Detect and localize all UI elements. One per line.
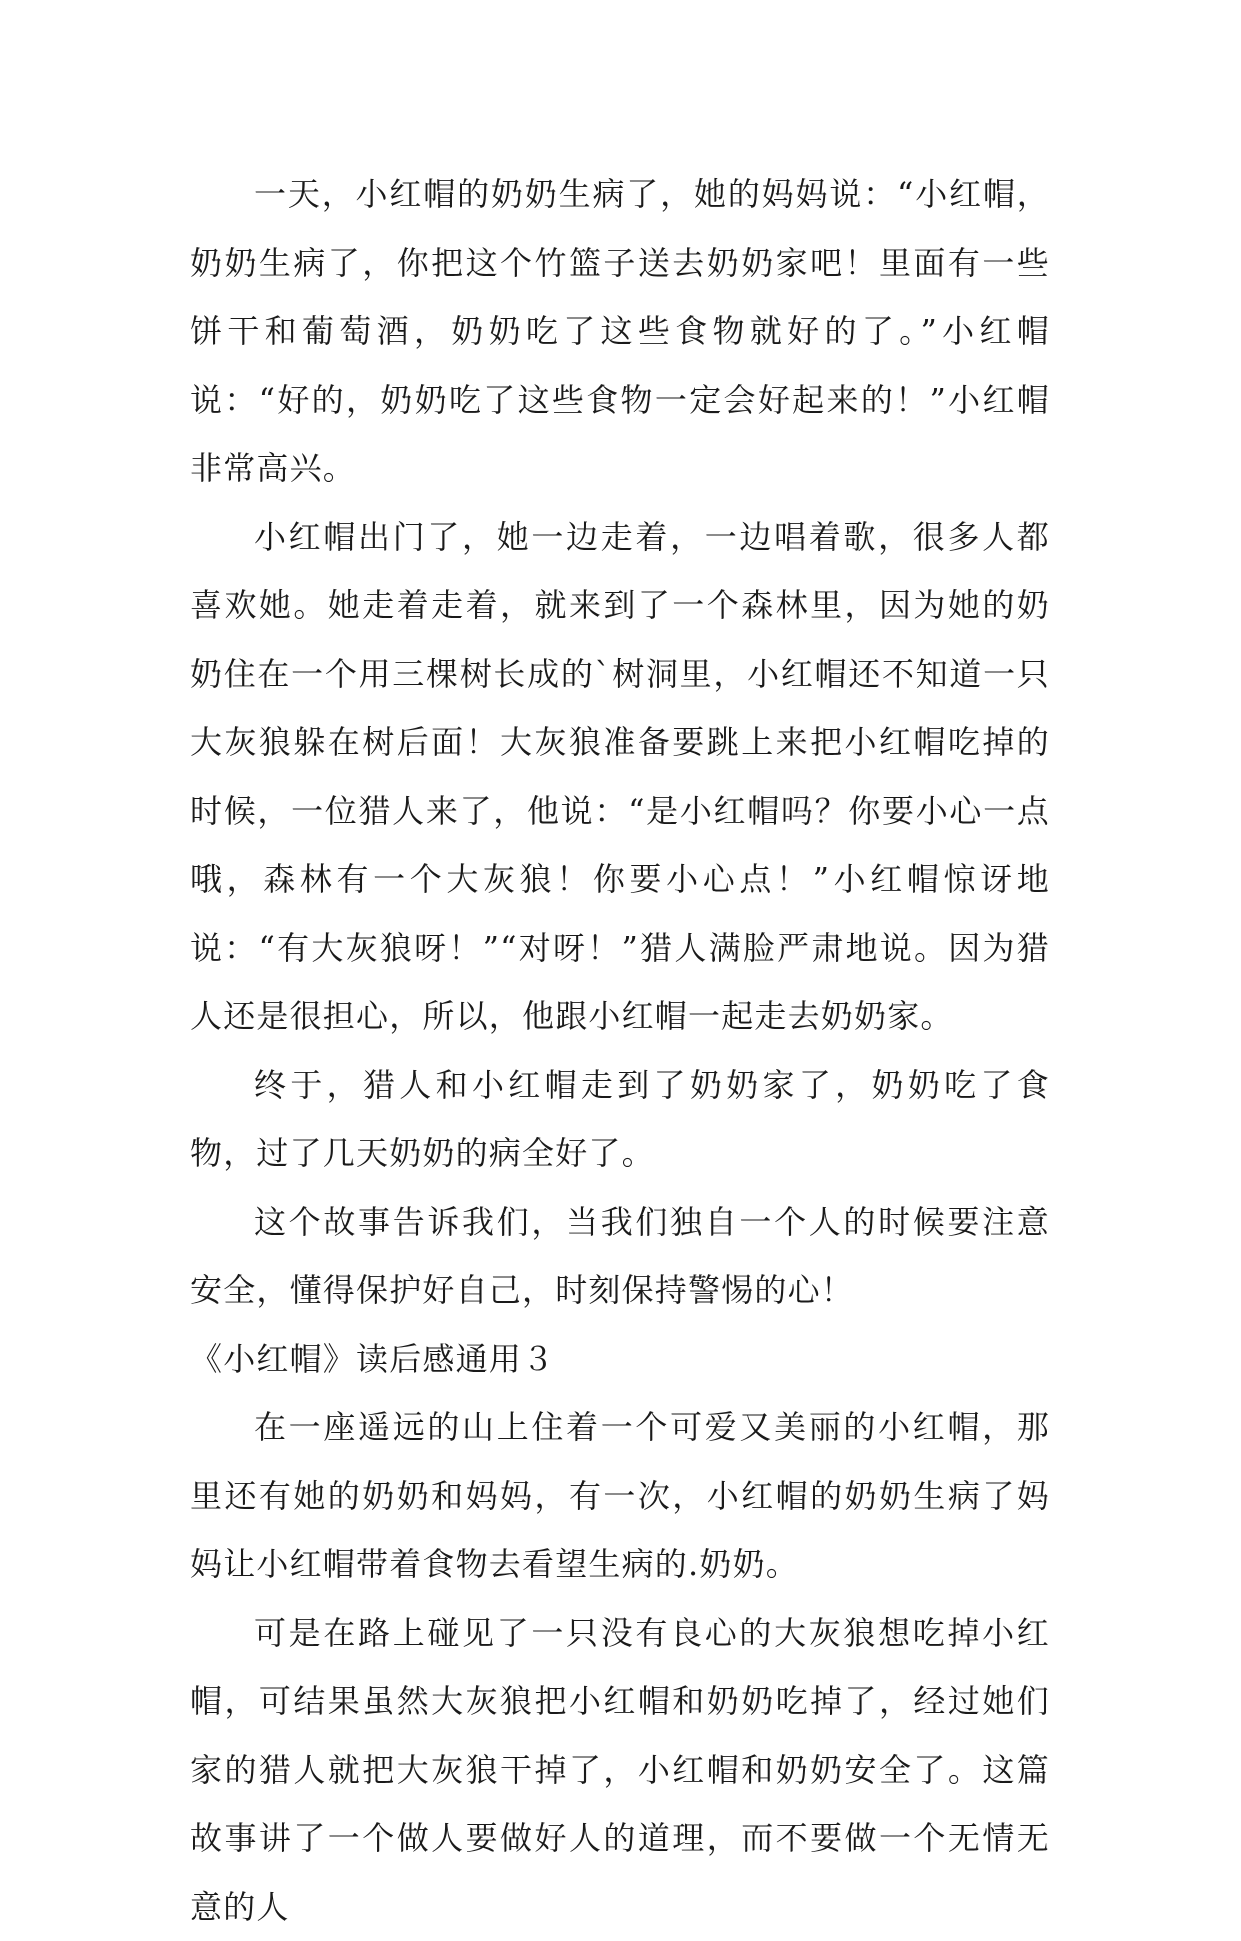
- paragraph: 一天，小红帽的奶奶生病了，她的妈妈说：“小红帽，奶奶生病了，你把这个竹篮子送去奶奶家吧！里面有一些饼干和葡萄酒，奶奶吃了这些食物就好的了。”小红帽说：“好的，奶奶吃了这些食物一定会好起来的！”小红帽非常高兴。: [190, 160, 1050, 503]
- paragraph: 小红帽出门了，她一边走着，一边唱着歌，很多人都喜欢她。她走着走着，就来到了一个森林里，因为她的奶奶住在一个用三棵树长成的`树洞里，小红帽还不知道一只大灰狼躲在树后面！大灰狼准备要跳上来把小红帽吃掉的时候，一位猎人来了，他说：“是小红帽吗？你要小心一点哦，森林有一个大灰狼！你要小心点！”小红帽惊讶地说：“有大灰狼呀！”“对呀！”猎人满脸严肃地说。因为猎人还是很担心，所以，他跟小红帽一起走去奶奶家。: [190, 503, 1050, 1051]
- document-body: [190, 160, 1050, 1941]
- section-title: 《小红帽》读后感通用３: [190, 1325, 1050, 1394]
- paragraph: 在一座遥远的山上住着一个可爱又美丽的小红帽，那里还有她的奶奶和妈妈，有一次，小红帽的奶奶生病了妈妈让小红帽带着食物去看望生病的.奶奶。: [190, 1393, 1050, 1599]
- paragraph: 这个故事告诉我们，当我们独自一个人的时候要注意安全，懂得保护好自己，时刻保持警惕的心！: [190, 1188, 1050, 1325]
- paragraph: 终于，猎人和小红帽走到了奶奶家了，奶奶吃了食物，过了几天奶奶的病全好了。: [190, 1051, 1050, 1188]
- paragraph: 可是在路上碰见了一只没有良心的大灰狼想吃掉小红帽，可结果虽然大灰狼把小红帽和奶奶吃掉了，经过她们家的猎人就把大灰狼干掉了，小红帽和奶奶安全了。这篇故事讲了一个做人要做好人的道理，而不要做一个无情无意的人: [190, 1599, 1050, 1941]
